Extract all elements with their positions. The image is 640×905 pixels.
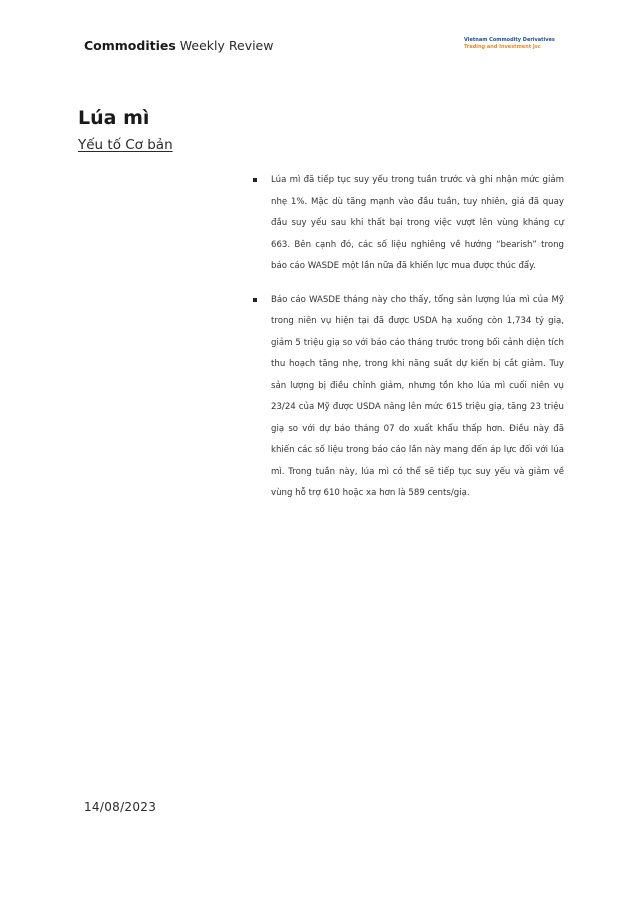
report-date: 14/08/2023 bbox=[84, 800, 157, 814]
bullet-marker-icon bbox=[253, 178, 257, 182]
company-logo-text bbox=[464, 37, 555, 50]
section-title: Lúa mì bbox=[78, 107, 150, 129]
bullet-list bbox=[252, 170, 564, 517]
bullet-paragraph bbox=[252, 170, 564, 278]
bullet-marker-icon bbox=[253, 298, 257, 302]
bullet-paragraph bbox=[252, 290, 564, 505]
company-name-line1: Vietnam Commodity Derivatives bbox=[464, 37, 555, 43]
paragraph-text: Báo cáo WASDE tháng này cho thấy, tổng sản lượng lúa mì của Mỹ trong niên vụ hiện tại đã được USDA hạ xuống còn 1,734 tỷ giạ, giảm 5 triệu giạ so với báo cáo tháng trước trong bối cảnh diện tích thu hoạch tăng nhẹ, trong khi năng suất dự kiến bị cắt giảm. Tuy sản lượng bị điều chỉnh giảm, nhưng tồn kho lúa mì cuối niên vụ 23/24 của Mỹ được USDA nâng lên mức 615 triệu giạ, tăng 23 triệu giạ so với dự báo tháng 07 do xuất khẩu thấp hơn. Điều này đã khiến các số liệu trong báo cáo lần này mang đến áp lực đối với lúa mì. Trong tuần này, lúa mì có thể sẽ tiếp tục suy yếu và giảm về vùng hỗ trợ 610 hoặc xa hơn là 589 cents/giạ. bbox=[271, 294, 564, 498]
section-subtitle: Yếu tố Cơ bản bbox=[78, 137, 173, 153]
paragraph-text: Lúa mì đã tiếp tục suy yếu trong tuần trước và ghi nhận mức giảm nhẹ 1%. Mặc dù tăng mạnh vào đầu tuần, tuy nhiên, giá đã quay đầu suy yếu sau khi thất bại trong việc vượt lên vùng kháng cự 663. Bên cạnh đó, các số liệu nghiêng về hướng “bearish” trong báo cáo WASDE một lần nữa đã khiến lực mua được thúc đẩy. bbox=[271, 175, 564, 271]
report-title bbox=[84, 38, 273, 53]
report-title-bold: Commodities bbox=[84, 38, 176, 53]
company-name-line2: Trading and Investment Jsc bbox=[464, 43, 541, 50]
report-title-rest: Weekly Review bbox=[175, 38, 274, 53]
